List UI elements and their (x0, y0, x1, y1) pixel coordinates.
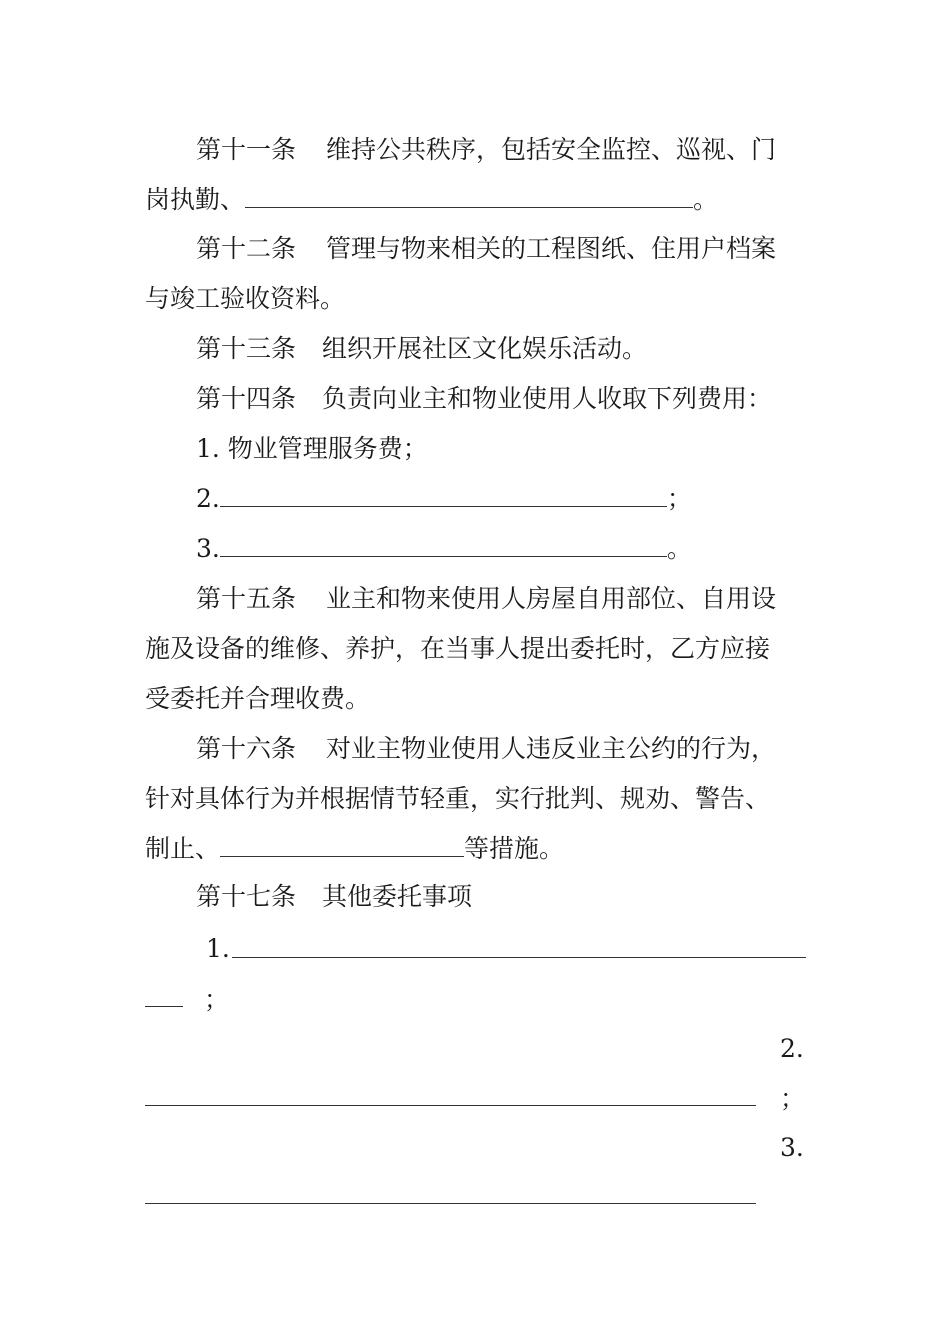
other-item-1-number: 1. (206, 934, 230, 963)
article-11-number: 第十一条 (196, 135, 297, 164)
article-17-number: 第十七条 (196, 882, 297, 911)
article-16-text-start: 制止、 (145, 834, 221, 863)
article-11-line-2 (145, 185, 718, 215)
fee-item-1: 1. 物业管理服务费； (196, 434, 428, 463)
fill-in-blank (145, 1203, 756, 1204)
article-12-text-cont: 与竣工验收资料。 (145, 284, 346, 313)
article-12-line-2 (145, 284, 345, 314)
fee-item-2-end: ； (666, 484, 692, 513)
article-17-text: 其他委托事项 (322, 882, 473, 911)
article-14-text: 负责向业主和物业使用人收取下列费用： (322, 384, 773, 413)
article-11-text: 维持公共秩序，包括安全监控、巡视、门 (326, 135, 777, 164)
article-14-line (196, 384, 772, 414)
fill-in-blank (145, 1006, 183, 1007)
fill-in-blank (220, 486, 667, 507)
fill-in-blank (245, 187, 693, 208)
article-15-text-cont: 施及设备的维修、养护，在当事人提出委托时，乙方应接 (145, 634, 771, 663)
fee-item-3-end: 。 (666, 534, 692, 563)
article-14-item-3 (196, 534, 692, 564)
article-16-text: 对业主物业使用人违反业主公约的行为， (326, 734, 777, 763)
article-15-line-2 (145, 634, 770, 664)
article-16-line-3 (145, 834, 564, 864)
article-16-text-end: 等措施。 (464, 834, 565, 863)
article-14-item-2 (196, 484, 692, 514)
article-13-line (196, 334, 647, 364)
article-12-text: 管理与物来相关的工程图纸、住用户档案 (326, 234, 777, 263)
other-item-2-number: 2. (780, 1034, 804, 1063)
fee-item-2-number: 2. (196, 484, 220, 513)
article-11-line-1 (196, 135, 776, 165)
article-11-text-cont: 岗执勤、 (145, 185, 246, 214)
article-16-line-2 (145, 784, 770, 814)
article-15-text-end: 受委托并合理收费。 (145, 684, 371, 713)
article-15-number: 第十五条 (196, 584, 297, 613)
article-12-number: 第十二条 (196, 234, 297, 263)
article-13-text: 组织开展社区文化娱乐活动。 (322, 334, 648, 363)
fill-in-blank (220, 836, 464, 857)
article-11-period: 。 (693, 185, 719, 214)
article-16-number: 第十六条 (196, 734, 297, 763)
article-15-line-3 (145, 684, 370, 714)
article-15-text: 业主和物来使用人房屋自用部位、自用设 (326, 584, 777, 613)
article-14-number: 第十四条 (196, 384, 297, 413)
article-16-line-1 (196, 734, 776, 764)
fill-in-blank (145, 1105, 756, 1106)
article-13-number: 第十三条 (196, 334, 297, 363)
article-17-line (196, 882, 472, 912)
fill-in-blank (220, 536, 667, 557)
fee-item-3-number: 3. (196, 534, 220, 563)
fill-in-blank (232, 957, 806, 958)
other-item-1-end: ； (204, 985, 230, 1014)
article-15-line-1 (196, 584, 776, 614)
other-item-3-number: 3. (780, 1133, 804, 1162)
article-14-item-1 (196, 434, 428, 464)
article-16-text-cont: 针对具体行为并根据情节轻重，实行批判、规劝、警告、 (145, 784, 771, 813)
article-12-line-1 (196, 234, 776, 264)
other-item-2-end: ； (780, 1084, 806, 1113)
